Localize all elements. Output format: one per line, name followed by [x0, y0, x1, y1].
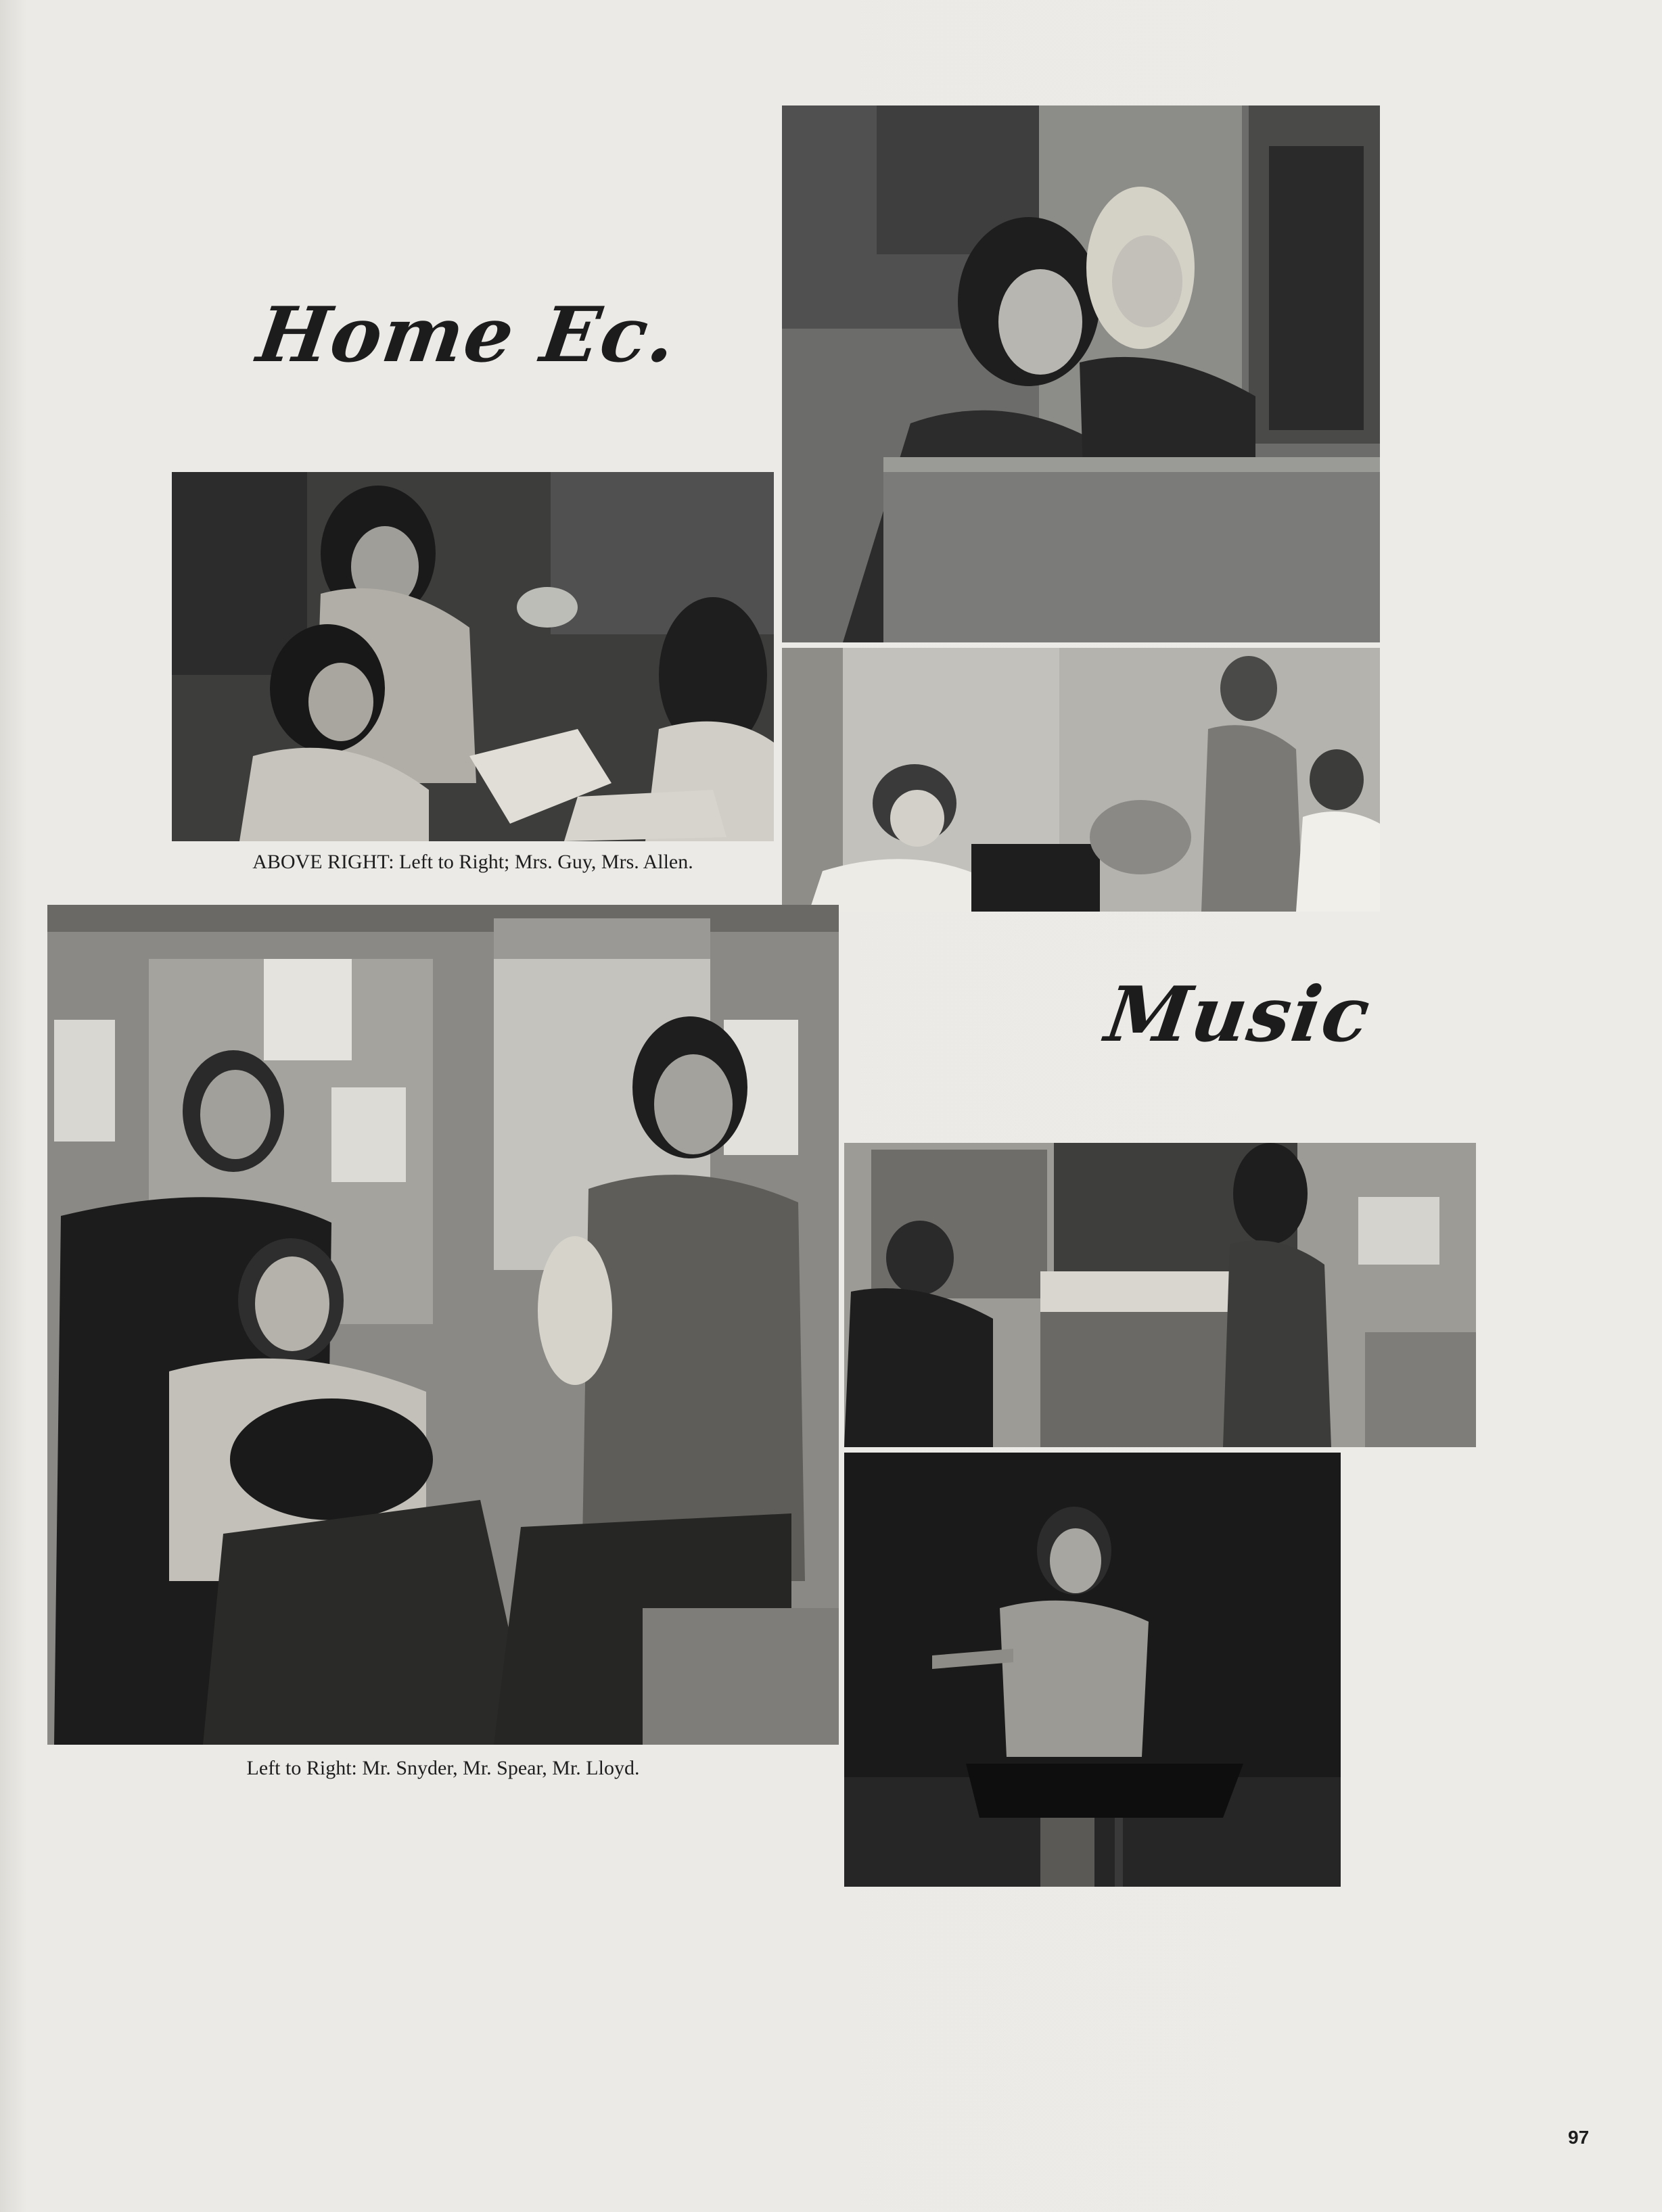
music-heading: Music — [1100, 970, 1377, 1059]
photo-students-sewing — [172, 472, 774, 841]
photo-teachers-cabinet — [782, 105, 1380, 642]
page-number: 97 — [1568, 2127, 1590, 2148]
music-caption: Left to Right: Mr. Snyder, Mr. Spear, Mr. Lloyd. — [246, 1757, 640, 1779]
photo-music-office — [844, 1143, 1476, 1447]
home-ec-heading: Home Ec. — [252, 291, 683, 379]
photo-piano-class — [782, 648, 1380, 912]
home-ec-caption: ABOVE RIGHT: Left to Right; Mrs. Guy, Mrs. Allen. — [252, 851, 693, 873]
photo-conductor — [844, 1453, 1341, 1887]
photo-music-teachers — [47, 905, 839, 1745]
